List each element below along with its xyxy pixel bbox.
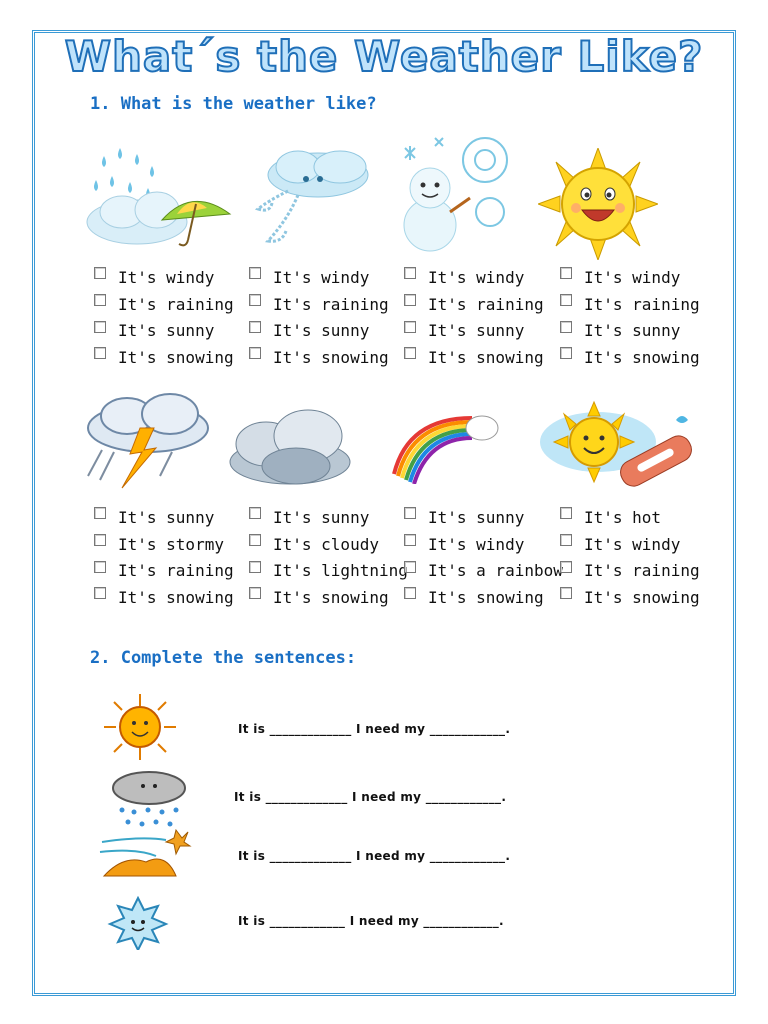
option[interactable]: It's sunny	[402, 317, 552, 344]
checkbox[interactable]	[94, 267, 106, 279]
option[interactable]: It's snowing	[558, 584, 708, 611]
checkbox[interactable]	[249, 561, 261, 573]
rain-cloud-icon	[108, 768, 190, 828]
checkbox[interactable]	[249, 347, 261, 359]
sentence-2: It is _____________ I need my ____________.	[234, 790, 507, 804]
checkbox[interactable]	[94, 347, 106, 359]
option[interactable]: It's raining	[92, 291, 242, 318]
option[interactable]: It's windy	[558, 531, 708, 558]
rain-umbrella-icon	[82, 142, 232, 257]
checkbox[interactable]	[249, 587, 261, 599]
checkbox[interactable]	[94, 534, 106, 546]
snowman-icon	[395, 130, 525, 255]
sun-face-icon	[538, 148, 658, 260]
checkbox[interactable]	[404, 294, 416, 306]
option[interactable]: It's sunny	[92, 504, 242, 531]
option[interactable]: It's snowing	[402, 344, 552, 371]
option[interactable]: It's hot	[558, 504, 708, 531]
clouds-icon	[226, 400, 354, 492]
checkbox[interactable]	[404, 267, 416, 279]
option[interactable]: It's snowing	[92, 344, 242, 371]
checkbox[interactable]	[94, 587, 106, 599]
option[interactable]: It's a rainbow	[402, 557, 552, 584]
checkbox[interactable]	[249, 321, 261, 333]
option[interactable]: It's windy	[402, 264, 552, 291]
option[interactable]: It's raining	[402, 291, 552, 318]
option[interactable]: It's raining	[558, 557, 708, 584]
checkbox[interactable]	[560, 587, 572, 599]
checkbox[interactable]	[404, 347, 416, 359]
option[interactable]: It's sunny	[247, 317, 397, 344]
option[interactable]: It's windy	[558, 264, 708, 291]
checkbox[interactable]	[404, 561, 416, 573]
checkbox[interactable]	[560, 347, 572, 359]
checkbox[interactable]	[249, 294, 261, 306]
option[interactable]: It's snowing	[92, 584, 242, 611]
checkbox[interactable]	[560, 534, 572, 546]
options-picture-4	[558, 264, 708, 371]
hot-sun-thermometer-icon	[536, 400, 706, 498]
option[interactable]: It's sunny	[402, 504, 552, 531]
option[interactable]: It's sunny	[92, 317, 242, 344]
options-picture-5	[92, 504, 242, 611]
checkbox[interactable]	[560, 267, 572, 279]
checkbox[interactable]	[404, 534, 416, 546]
checkbox[interactable]	[94, 507, 106, 519]
wind-cloud-icon	[248, 145, 378, 255]
checkbox[interactable]	[560, 294, 572, 306]
checkbox[interactable]	[94, 561, 106, 573]
question-2-heading: 2. Complete the sentences:	[90, 648, 357, 668]
options-picture-1	[92, 264, 242, 371]
option[interactable]: It's windy	[402, 531, 552, 558]
option[interactable]: It's snowing	[247, 344, 397, 371]
checkbox[interactable]	[94, 294, 106, 306]
checkbox[interactable]	[560, 321, 572, 333]
option[interactable]: It's lightning	[247, 557, 397, 584]
page-title: What´s the Weather Like?	[64, 32, 704, 81]
option[interactable]: It's raining	[247, 291, 397, 318]
checkbox[interactable]	[249, 267, 261, 279]
option[interactable]: It's cloudy	[247, 531, 397, 558]
storm-cloud-icon	[82, 392, 214, 492]
windy-leaves-icon	[96, 824, 192, 880]
rainbow-icon	[388, 404, 503, 484]
option[interactable]: It's windy	[247, 264, 397, 291]
checkbox[interactable]	[560, 561, 572, 573]
checkbox[interactable]	[560, 507, 572, 519]
option[interactable]: It's raining	[92, 557, 242, 584]
checkbox[interactable]	[249, 507, 261, 519]
sentence-4: It is ____________ I need my ____________.	[238, 914, 504, 928]
option[interactable]: It's snowing	[402, 584, 552, 611]
options-picture-7	[402, 504, 563, 611]
options-picture-6	[247, 504, 408, 611]
option[interactable]: It's stormy	[92, 531, 242, 558]
sun-icon	[98, 692, 182, 762]
checkbox[interactable]	[404, 587, 416, 599]
option[interactable]: It's snowing	[558, 344, 708, 371]
checkbox[interactable]	[404, 507, 416, 519]
checkbox[interactable]	[249, 534, 261, 546]
snowflake-icon	[102, 896, 174, 950]
option[interactable]: It's windy	[92, 264, 242, 291]
option[interactable]: It's snowing	[247, 584, 397, 611]
option[interactable]: It's raining	[558, 291, 708, 318]
checkbox[interactable]	[404, 321, 416, 333]
question-1-heading: 1. What is the weather like?	[90, 94, 377, 114]
option[interactable]: It's sunny	[558, 317, 708, 344]
sentence-1: It is _____________ I need my ____________.	[238, 722, 511, 736]
sentence-3: It is _____________ I need my ____________.	[238, 849, 511, 863]
options-picture-3	[402, 264, 552, 371]
checkbox[interactable]	[94, 321, 106, 333]
options-picture-2	[247, 264, 397, 371]
option[interactable]: It's sunny	[247, 504, 397, 531]
options-picture-8	[558, 504, 708, 611]
